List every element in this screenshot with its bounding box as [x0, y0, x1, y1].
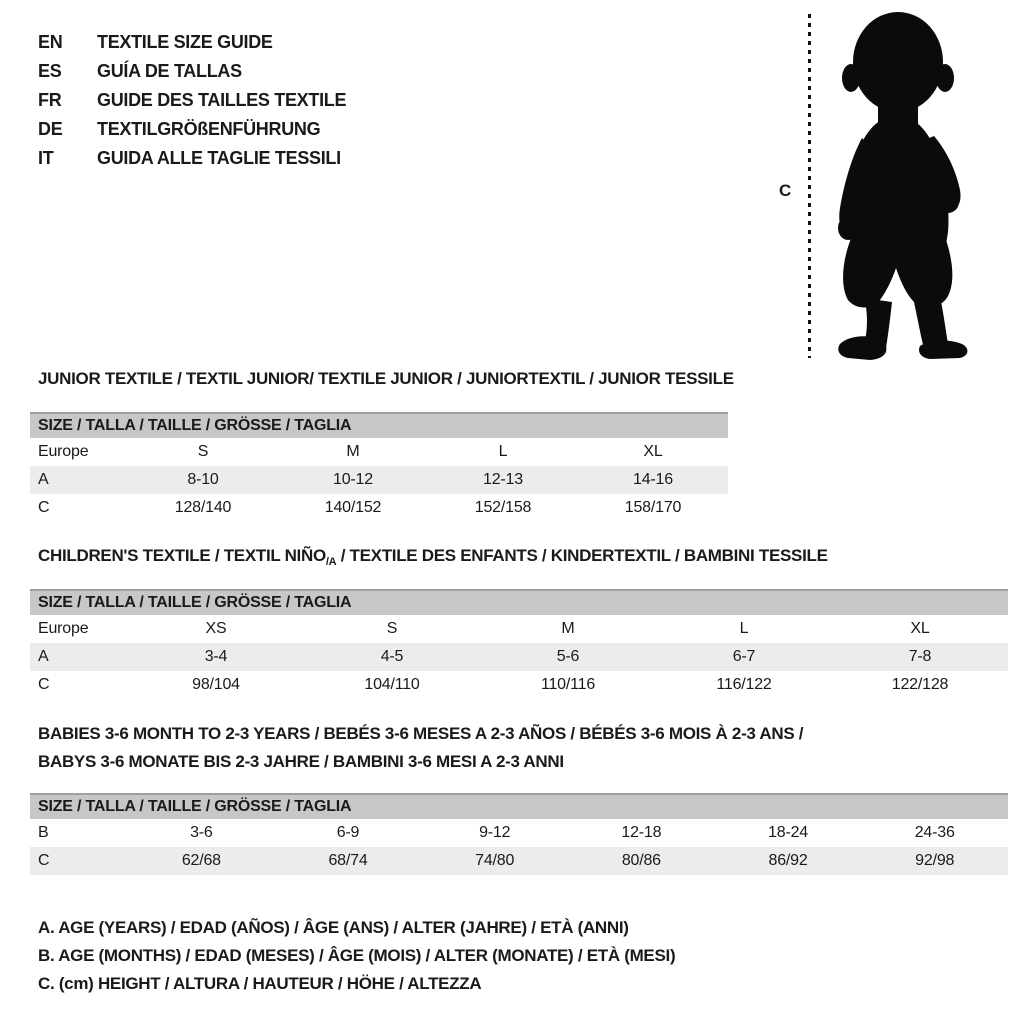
size-cell: 140/152	[324, 499, 382, 516]
language-row	[38, 144, 346, 173]
heading-text: CHILDREN'S TEXTILE / TEXTIL NIÑO	[38, 546, 326, 565]
table-body	[30, 819, 1008, 875]
size-cell: 12-13	[483, 471, 523, 488]
size-cell: 14-16	[633, 471, 673, 488]
size-cell: 86/92	[768, 852, 808, 869]
size-cell: 128/140	[174, 499, 232, 516]
babies-section-heading-line2: BABYS 3-6 MONATE BIS 2-3 JAHRE / BAMBINI 3-6 MESI A 2-3 ANNI	[38, 752, 564, 771]
junior-size-table	[30, 412, 728, 522]
table-row	[30, 615, 1008, 643]
guide-title: GUÍA DE TALLAS	[97, 61, 242, 81]
table-header-band: SIZE / TALLA / TAILLE / GRÖSSE / TAGLIA	[30, 793, 1008, 819]
language-row	[38, 28, 346, 57]
row-label: C	[38, 499, 50, 516]
row-label: C	[38, 676, 50, 693]
height-dotted-line	[808, 14, 811, 358]
junior-section-heading: JUNIOR TEXTILE / TEXTIL JUNIOR/ TEXTILE JUNIOR / JUNIORTEXTIL / JUNIOR TESSILE	[38, 369, 734, 388]
table-row	[30, 494, 728, 522]
children-size-table	[30, 589, 1008, 699]
table-header-band: SIZE / TALLA / TAILLE / GRÖSSE / TAGLIA	[30, 412, 728, 438]
size-cell: S	[386, 620, 398, 637]
size-cell: 92/98	[915, 852, 955, 869]
size-cell: XL	[643, 443, 663, 460]
size-cell: 116/122	[716, 676, 772, 693]
table-row	[30, 819, 1008, 847]
language-code: EN	[38, 32, 63, 52]
size-cell: 122/128	[891, 676, 949, 693]
table-body	[30, 615, 1008, 699]
size-cell: 10-12	[333, 471, 373, 488]
footnotes	[38, 914, 675, 998]
size-cell: 74/80	[475, 852, 515, 869]
size-cell: 4-5	[380, 648, 404, 665]
size-cell: 24-36	[914, 824, 955, 841]
guide-title: TEXTILE SIZE GUIDE	[97, 32, 273, 52]
size-cell: XS	[205, 620, 227, 637]
size-cell: 9-12	[479, 824, 511, 841]
language-row	[38, 115, 346, 144]
heading-subscript: /A	[325, 556, 337, 568]
size-cell: L	[739, 620, 749, 637]
language-code: IT	[38, 148, 54, 168]
table-row	[30, 466, 728, 494]
size-cell: 6-9	[336, 824, 360, 841]
table-row	[30, 438, 728, 466]
heading-text: / TEXTILE DES ENFANTS / KINDERTEXTIL / BAMBINI TESSILE	[336, 546, 828, 565]
row-label: A	[38, 471, 49, 488]
size-cell: M	[346, 443, 360, 460]
size-cell: S	[197, 443, 209, 460]
language-row	[38, 57, 346, 86]
table-header-band: SIZE / TALLA / TAILLE / GRÖSSE / TAGLIA	[30, 589, 1008, 615]
size-cell: 5-6	[556, 648, 580, 665]
size-cell: M	[561, 620, 575, 637]
babies-section-heading-line1: BABIES 3-6 MONTH TO 2-3 YEARS / BEBÉS 3-6 MESES A 2-3 AÑOS / BÉBÉS 3-6 MOIS À 2-3 ANS /	[38, 724, 804, 743]
size-cell: 62/68	[181, 852, 221, 869]
table-row	[30, 671, 1008, 699]
size-cell: 68/74	[328, 852, 368, 869]
size-cell: 158/170	[624, 499, 682, 516]
footnote-c: C. (cm) HEIGHT / ALTURA / HAUTEUR / HÖHE / ALTEZZA	[38, 974, 482, 993]
size-cell: 8-10	[187, 471, 219, 488]
language-list	[38, 28, 346, 173]
row-label: C	[38, 852, 50, 869]
size-cell: 18-24	[768, 824, 808, 841]
table-body	[30, 438, 728, 522]
guide-title: GUIDE DES TAILLES TEXTILE	[97, 90, 347, 110]
size-cell: 80/86	[621, 852, 661, 869]
size-cell: 3-4	[204, 648, 228, 665]
table-row	[30, 643, 1008, 671]
footnote-b: B. AGE (MONTHS) / EDAD (MESES) / ÂGE (MOIS) / ALTER (MONATE) / ETÀ (MESI)	[38, 946, 676, 965]
height-measure-label: C	[779, 181, 792, 200]
language-code: ES	[38, 61, 62, 81]
toddler-silhouette-icon	[818, 8, 978, 365]
size-cell: XL	[910, 620, 930, 637]
size-cell: 98/104	[192, 676, 240, 693]
size-cell: 12-18	[621, 824, 662, 841]
language-code: FR	[38, 90, 62, 110]
row-label: B	[38, 824, 49, 841]
size-cell: 7-8	[908, 648, 932, 665]
guide-title: GUIDA ALLE TAGLIE TESSILI	[97, 148, 341, 168]
row-label: Europe	[38, 620, 89, 637]
row-label: Europe	[38, 443, 89, 460]
table-row	[30, 847, 1008, 875]
size-cell: 104/110	[364, 676, 420, 693]
babies-size-table	[30, 793, 1008, 875]
children-section-heading	[38, 546, 828, 568]
size-cell: 152/158	[474, 499, 532, 516]
footnote-a: A. AGE (YEARS) / EDAD (AÑOS) / ÂGE (ANS) / ALTER (JAHRE) / ETÀ (ANNI)	[38, 918, 629, 937]
language-code: DE	[38, 119, 63, 139]
size-cell: L	[498, 443, 508, 460]
guide-title: TEXTILGRÖßENFÜHRUNG	[97, 119, 321, 139]
row-label: A	[38, 648, 49, 665]
size-cell: 3-6	[190, 824, 213, 841]
size-cell: 6-7	[732, 648, 756, 665]
size-cell: 110/116	[540, 676, 596, 693]
language-row	[38, 86, 346, 115]
